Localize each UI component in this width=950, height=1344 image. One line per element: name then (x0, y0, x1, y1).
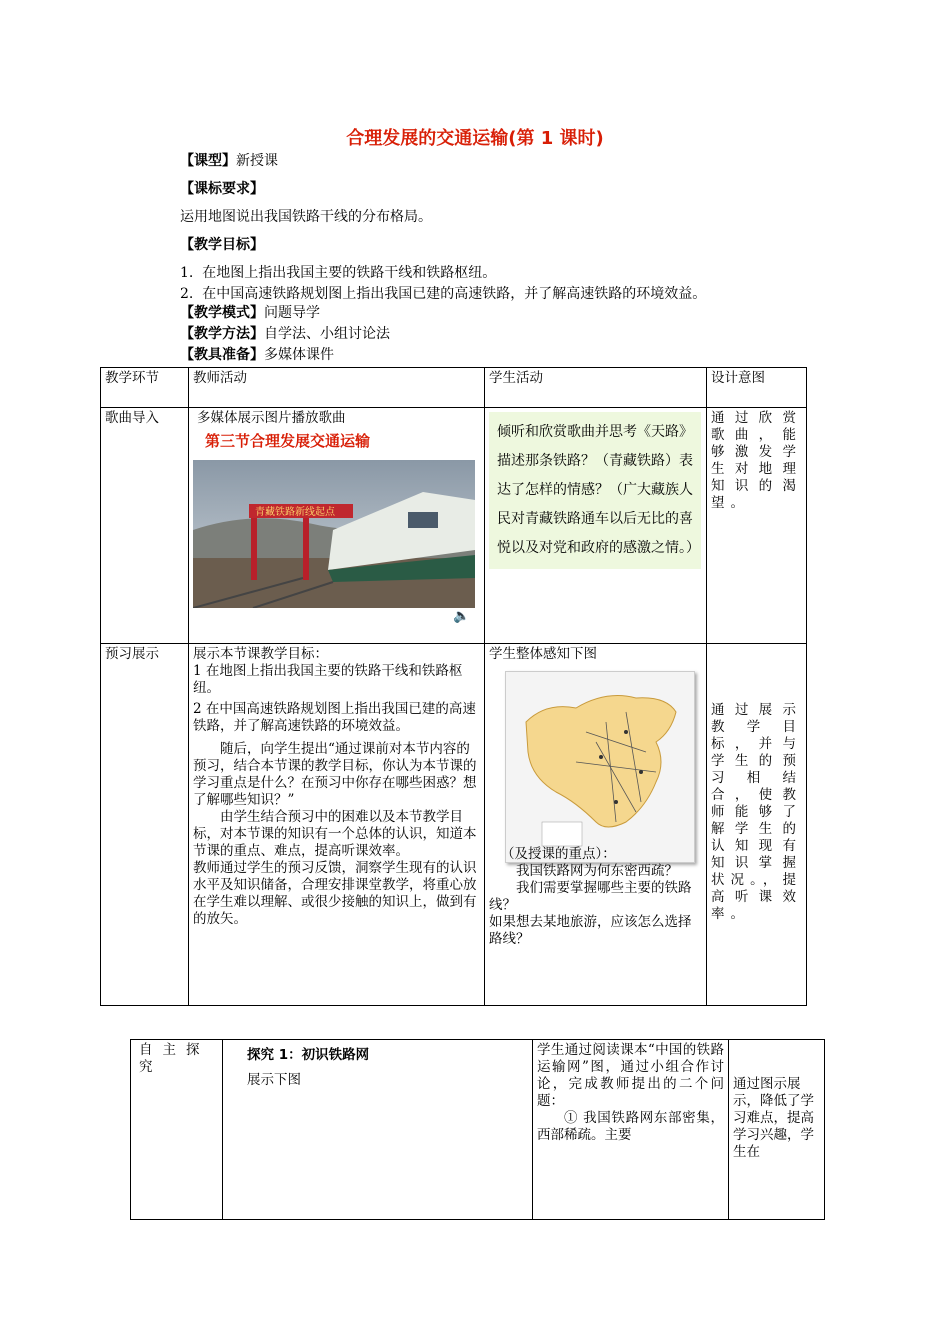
intent-cell (707, 644, 807, 1006)
standard-label: 【课标要求】 (180, 181, 264, 197)
student-question-1: 我国铁路网为何东密西疏？ (516, 863, 678, 879)
lesson-type-label: 【课型】 (180, 153, 236, 169)
mode-label: 【教学模式】 (180, 305, 264, 321)
intent-cell: 通过欣赏歌曲，能够激发学生对地理知识的渴望。 (707, 408, 807, 644)
sign-text: 青藏铁路新线起点 (255, 507, 335, 518)
stage-cell: 预习展示 (101, 644, 189, 1006)
intent-text: 通过展示教学目标，并与学生的预习相结合，使教师能够了解学生的认知现有知识掌握状况。，提高听课效率。 (711, 702, 802, 922)
lesson-table (100, 367, 807, 1006)
intent-cell (729, 1040, 825, 1220)
teacher-paragraph: 由学生结合预习中的困难以及本节教学目标，对本节课的知识有一个总体的认识，知道本节课的重点、难点，提高听课效率。 (193, 809, 477, 859)
teacher-cell (189, 408, 485, 644)
teacher-cell (189, 644, 485, 1006)
tools-value: 多媒体课件 (264, 347, 334, 363)
student-cell (485, 644, 707, 1006)
goals-heading (180, 236, 264, 254)
table-row (131, 1040, 825, 1220)
stage-cell: 自主探究 (131, 1040, 223, 1220)
tools-label: 【教具准备】 (180, 347, 264, 363)
header-teacher: 教师活动 (189, 368, 485, 408)
header-intent: 设计意图 (707, 368, 807, 408)
mode-value: 问题导学 (264, 305, 320, 321)
train-photo (193, 460, 475, 608)
explore-text: 展示下图 (247, 1072, 301, 1088)
teacher-goal-2: 2 在中国高速铁路规划图上指出我国已建的高速铁路，并了解高速铁路的环境效益。 (193, 701, 476, 734)
table-header-row (101, 368, 807, 408)
method-line (180, 325, 390, 343)
speaker-icon[interactable]: 🔈 (453, 608, 470, 624)
lesson-type-value: 新授课 (236, 153, 278, 169)
student-cell (485, 408, 707, 644)
lesson-type (180, 152, 278, 170)
student-question-3: 如果想去某地旅游，应该怎么选择路线？ (489, 914, 692, 947)
china-railway-map (505, 671, 695, 863)
goals-label: 【教学目标】 (180, 237, 264, 253)
standard-heading (180, 180, 264, 198)
student-text: 学生通过阅读课本“中国的铁路运输网”图，通过小组合作讨论，完成教师提出的二个问题： (537, 1042, 724, 1109)
stage-cell: 歌曲导入 (101, 408, 189, 644)
tools-line (180, 346, 334, 364)
teacher-goal-1: 1 在地图上指出我国主要的铁路干线和铁路枢纽。 (193, 663, 463, 696)
page-title: 合理发展的交通运输(第 1 课时) (346, 128, 604, 149)
table-row (101, 644, 807, 1006)
student-question-2: 我们需要掌握哪些主要的铁路线？ (489, 880, 692, 913)
header-student: 学生活动 (485, 368, 707, 408)
goal-item-1: 1. 在地图上指出我国主要的铁路干线和铁路枢纽。 (180, 265, 497, 281)
explore-title: 探究 1：初识铁路网 (247, 1047, 370, 1063)
student-focus: （及授课的重点）： (501, 846, 616, 862)
student-item: ① 我国铁路网东部密集，西部稀疏。主要 (537, 1110, 724, 1143)
method-value: 自学法、小组讨论法 (264, 326, 390, 342)
teacher-paragraph: 随后，向学生提出“通过课前对本节内容的预习，结合本节课的教学目标，你认为本节课的学习重点是什么？在预习中你存在哪些困惑？想了解哪些知识？” (193, 741, 477, 808)
slide-title: 第三节合理发展交通运输 (205, 432, 371, 450)
explore-table (130, 1039, 825, 1220)
method-label: 【教学方法】 (180, 326, 264, 342)
teacher-text: 多媒体展示图片播放歌曲 (197, 410, 346, 426)
standard-text: 运用地图说出我国铁路干线的分布格局。 (180, 209, 432, 225)
student-cell (533, 1040, 729, 1220)
header-stage: 教学环节 (101, 368, 189, 408)
teacher-intro: 展示本节课教学目标： (193, 646, 328, 662)
student-text: 倾听和欣赏歌曲并思考《天路》描述那条铁路？（青藏铁路）表达了怎样的情感？（广大藏族人民对青藏铁路通车以后无比的喜悦以及对党和政府的感激之情。） (489, 412, 701, 569)
table-row (101, 408, 807, 644)
mode-line (180, 304, 320, 322)
goal-item-2: 2. 在中国高速铁路规划图上指出我国已建的高速铁路，并了解高速铁路的环境效益。 (180, 286, 707, 302)
student-intro: 学生整体感知下图 (489, 646, 597, 662)
intent-text: 通过图示展示，降低了学习难点，提高学习兴趣，学生在 (733, 1076, 814, 1160)
teacher-paragraph: 教师通过学生的预习反馈，洞察学生现有的认识水平及知识储备，合理安排课堂教学，将重心放在学生难以理解、或很少接触的知识上，做到有的放矢。 (193, 860, 477, 927)
teacher-cell (223, 1040, 533, 1220)
